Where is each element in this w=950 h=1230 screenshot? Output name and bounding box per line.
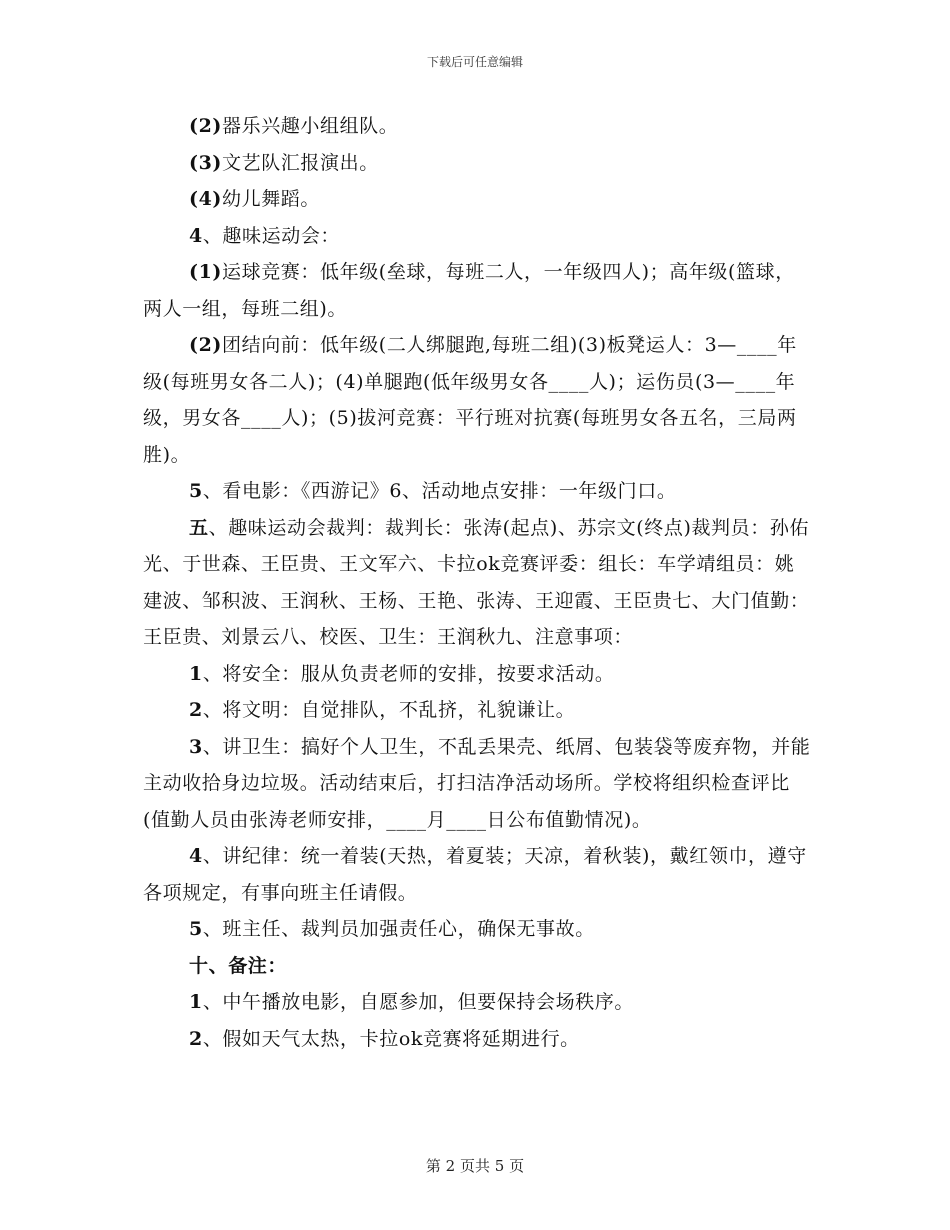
section-heading: 十、备注： — [189, 954, 288, 977]
item-number: 1 — [189, 662, 203, 685]
paragraph-text: 、趣味运动会裁判：裁判长：张涛(起点)、苏宗文(终点)裁判员：孙佑光、于世森、王臣贵、王文军六、卡拉ok竞赛评委：组长：车学靖组员：姚建波、邹积波、王润秋、王杨、王艳、张涛、王迎霞、王臣贵七、大门值勤：王臣贵、刘景云八、校医、卫生：王润秋九、注意事项： — [143, 516, 810, 648]
item-number: 5 — [189, 918, 203, 940]
paragraph-text: 团结向前：低年级(二人绑腿跑,每班二组)(3)板凳运人：3—____年级(每班男女各二人)；(4)单腿跑(低年级男女各____人)；运伤员(3—____年级，男女各____人)；(5)拔河竞赛：平行班对抗赛(每班男女各五名，三局两胜)。 — [143, 334, 797, 466]
paragraph — [143, 108, 811, 145]
note-text: 、中午播放电影，自愿参加，但要保持会场秩序。 — [202, 991, 635, 1013]
paragraph — [143, 838, 811, 911]
item-number: (3) — [189, 151, 222, 174]
item-number: 4 — [189, 845, 203, 867]
item-number: 1 — [189, 991, 203, 1013]
paragraph-text: 文艺队汇报演出。 — [222, 151, 379, 174]
item-number: 2 — [189, 699, 203, 721]
paragraph — [143, 145, 811, 182]
paragraph-text: 、趣味运动会： — [202, 224, 341, 247]
page-footer: 第 2 页共 5 页 — [425, 1157, 525, 1175]
paragraph — [143, 254, 811, 327]
paragraph — [143, 327, 811, 473]
item-number: 2 — [189, 1027, 203, 1050]
item-number: 4 — [189, 224, 203, 247]
page-header: 下载后可任意编辑 — [426, 55, 523, 69]
note-text: 、假如天气太热，卡拉ok竞赛将延期进行。 — [202, 1027, 580, 1050]
paragraph-text: 器乐兴趣小组组队。 — [222, 115, 399, 137]
paragraph-text: 运球竞赛：低年级(垒球，每班二人，一年级四人)；高年级(篮球，两人一组，每班二组)。 — [143, 261, 795, 320]
note-item — [143, 984, 811, 1021]
paragraph — [143, 656, 811, 693]
document-body — [143, 108, 811, 1057]
paragraph — [143, 181, 811, 218]
paragraph — [143, 473, 811, 510]
item-number: (2) — [189, 115, 222, 137]
paragraph-text: 、将安全：服从负责老师的安排，按要求活动。 — [202, 662, 615, 685]
paragraph — [143, 729, 811, 839]
paragraph-text: 、讲卫生：搞好个人卫生，不乱丢果壳、纸屑、包装袋等废弃物，并能主动收拾身边垃圾。活动结束后，打扫洁净活动场所。学校将组织检查评比(值勤人员由张涛老师安排，____月____日公布值勤情况)。 — [143, 735, 811, 831]
paragraph-text: 幼儿舞蹈。 — [222, 188, 321, 210]
paragraph — [143, 911, 811, 948]
item-number: (2) — [189, 334, 222, 356]
item-number: 3 — [189, 735, 203, 758]
paragraph-text: 、看电影：《西游记》6、活动地点安排：一年级门口。 — [202, 480, 677, 502]
paragraph-text: 、将文明：自觉排队，不乱挤，礼貌谦让。 — [202, 699, 576, 721]
paragraph — [143, 218, 811, 255]
note-item — [143, 1021, 811, 1058]
paragraph-text: 、班主任、裁判员加强责任心，确保无事故。 — [202, 918, 595, 940]
paragraph — [143, 510, 811, 656]
item-number: (4) — [189, 188, 222, 210]
paragraph — [143, 692, 811, 729]
paragraph-text: 、讲纪律：统一着装(天热，着夏装；天凉，着秋装)，戴红领巾，遵守各项规定，有事向班主任请假。 — [143, 845, 807, 904]
item-number: 5 — [189, 480, 203, 502]
item-number: 五 — [189, 516, 209, 539]
item-number: (1) — [189, 261, 222, 283]
